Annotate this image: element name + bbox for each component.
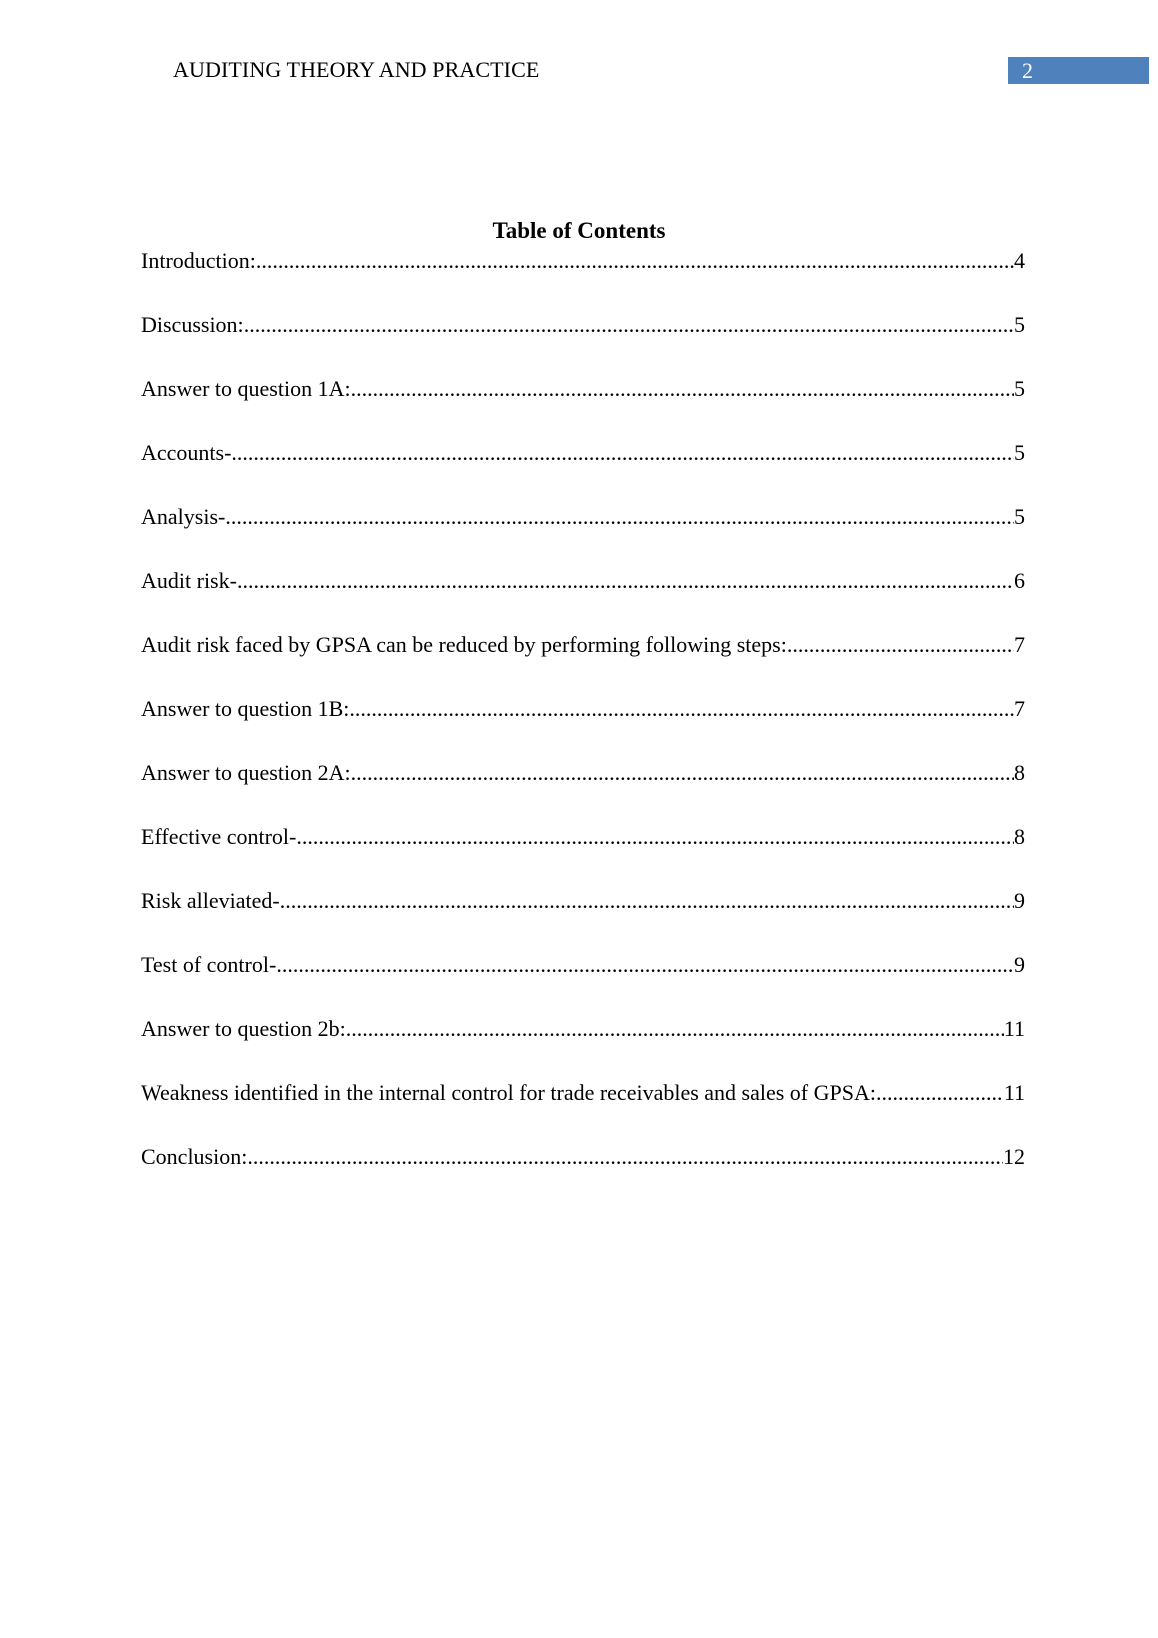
toc-entry-discussion[interactable] (141, 310, 1025, 374)
toc-entry-text: Analysis- (141, 504, 226, 529)
table-of-contents (141, 246, 1025, 1206)
toc-entry-introduction[interactable] (141, 246, 1025, 310)
toc-entry-page: 8 (1014, 824, 1025, 849)
toc-title: Table of Contents (492, 218, 666, 243)
toc-entry-text: Answer to question 2A: (141, 760, 351, 785)
toc-entry-text: Accounts- (141, 440, 232, 465)
toc-entry-page: 4 (1014, 248, 1025, 273)
toc-entry-page: 5 (1014, 504, 1025, 529)
toc-entry-text: Answer to question 2b: (141, 1016, 346, 1041)
toc-entry-effective-control[interactable] (141, 822, 1025, 886)
toc-entry-page: 8 (1014, 760, 1025, 785)
toc-entry-text: Test of control- (141, 952, 277, 977)
dot-leader (876, 1078, 1004, 1108)
dot-leader (349, 694, 1014, 724)
toc-entry-risk-alleviated[interactable] (141, 886, 1025, 950)
toc-entry-audit-risk[interactable] (141, 566, 1025, 630)
toc-entry-accounts[interactable] (141, 438, 1025, 502)
running-head: AUDITING THEORY AND PRACTICE (173, 57, 540, 82)
dot-leader (280, 886, 1014, 916)
dot-leader (296, 822, 1014, 852)
dot-leader (244, 310, 1014, 340)
dot-leader (346, 1014, 1004, 1044)
toc-entry-text: Audit risk- (141, 568, 237, 593)
toc-entry-text: Answer to question 1A: (141, 376, 351, 401)
dot-leader (237, 566, 1014, 596)
toc-entry-answer-1a[interactable] (141, 374, 1025, 438)
page-number: 2 (1008, 57, 1149, 84)
dot-leader (256, 246, 1014, 276)
toc-entry-text: Discussion: (141, 312, 244, 337)
toc-entry-page: 5 (1014, 312, 1025, 337)
dot-leader (351, 758, 1014, 788)
toc-entry-page: 7 (1014, 696, 1025, 721)
toc-entry-page: 12 (1003, 1144, 1025, 1169)
toc-entry-answer-2b[interactable] (141, 1014, 1025, 1078)
toc-entry-answer-2a[interactable] (141, 758, 1025, 822)
toc-entry-text: Conclusion: (141, 1144, 248, 1169)
toc-entry-page: 5 (1014, 440, 1025, 465)
toc-entry-page: 5 (1014, 376, 1025, 401)
toc-entry-text: Effective control- (141, 824, 297, 849)
dot-leader (231, 438, 1014, 468)
toc-entry-answer-1b[interactable] (141, 694, 1025, 758)
dot-leader (787, 630, 1014, 660)
dot-leader (247, 1142, 1003, 1172)
toc-entry-text: Answer to question 1B: (141, 696, 350, 721)
toc-entry-page: 9 (1014, 888, 1025, 913)
dot-leader (276, 950, 1014, 980)
toc-entry-text: Weakness identified in the internal control for trade receivables and sales of GPSA: (141, 1080, 876, 1105)
dot-leader (351, 374, 1014, 404)
toc-entry-page: 6 (1014, 568, 1025, 593)
toc-entry-text: Audit risk faced by GPSA can be reduced by performing following steps: (141, 632, 787, 657)
toc-entry-test-of-control[interactable] (141, 950, 1025, 1014)
toc-entry-text: Risk alleviated- (141, 888, 280, 913)
toc-entry-page: 9 (1014, 952, 1025, 977)
toc-entry-page: 11 (1003, 1016, 1025, 1041)
toc-entry-page: 11 (1003, 1080, 1025, 1105)
toc-entry-page: 7 (1014, 632, 1025, 657)
toc-entry-conclusion[interactable] (141, 1142, 1025, 1206)
toc-entry-text: Introduction: (141, 248, 256, 273)
dot-leader (225, 502, 1014, 532)
toc-entry-weakness-identified[interactable] (141, 1078, 1025, 1142)
toc-entry-audit-risk-reduction[interactable] (141, 630, 1025, 694)
toc-entry-analysis[interactable] (141, 502, 1025, 566)
